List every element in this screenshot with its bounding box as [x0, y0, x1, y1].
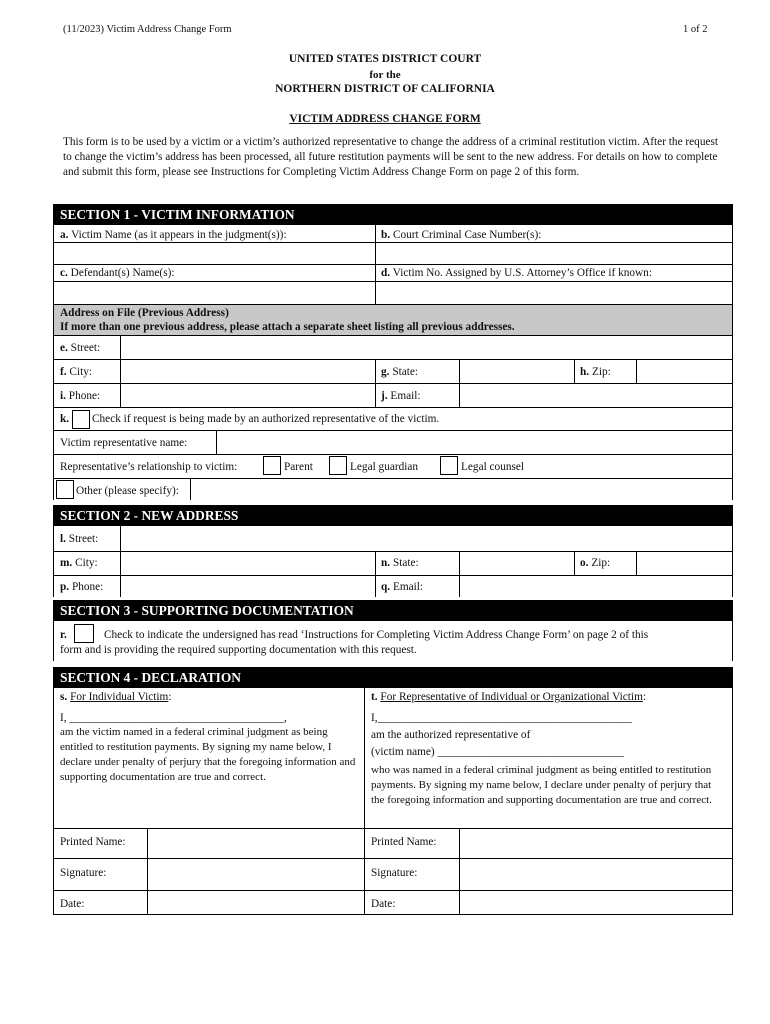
individual-declaration-text: am the victim named in a federal criminal judgment as being entitled to restitution payments. By signing my name below, I declare under penalty of perjury that the foregoing information and supporting documentation are true and correct.	[60, 726, 356, 783]
prev-email-input[interactable]	[460, 384, 732, 407]
label-letter: q.	[381, 581, 391, 593]
prev-zip-label: Zip:	[591, 366, 611, 378]
prev-city-label: City:	[69, 366, 93, 378]
rep-printed-name-label: Printed Name:	[371, 836, 437, 848]
individual-victim-label: For Individual Victim	[70, 691, 169, 703]
divider	[364, 688, 365, 914]
section3-header: SECTION 3 - SUPPORTING DOCUMENTATION	[53, 600, 733, 621]
label-letter: a.	[60, 229, 69, 241]
label-colon: :	[642, 691, 646, 703]
prev-street-label: Street:	[70, 342, 101, 354]
legal-counsel-checkbox[interactable]	[440, 456, 458, 475]
section2-header: SECTION 2 - NEW ADDRESS	[53, 505, 733, 526]
rep-date-input[interactable]	[460, 891, 732, 914]
representative-text1: am the authorized representative of	[371, 729, 531, 741]
label-letter: d.	[381, 267, 391, 279]
label-letter: o.	[580, 557, 589, 569]
authorized-rep-checkbox[interactable]	[72, 410, 90, 429]
other-label: Other (please specify):	[76, 485, 179, 497]
prev-phone-input[interactable]	[121, 384, 375, 407]
individual-name-line[interactable]: I, ______________________________________,	[60, 712, 287, 724]
new-zip-input[interactable]	[637, 552, 732, 575]
prev-email-label: Email:	[390, 390, 421, 402]
frame-left	[53, 600, 54, 661]
rep-printed-name-input[interactable]	[460, 829, 732, 858]
rep-signature-input[interactable]	[460, 859, 732, 890]
parent-checkbox[interactable]	[263, 456, 281, 475]
form-title: VICTIM ADDRESS CHANGE FORM	[289, 113, 481, 125]
new-phone-label: Phone:	[71, 581, 104, 593]
court-for: for the	[369, 69, 401, 81]
prev-state-input[interactable]	[460, 360, 574, 383]
new-street-label: Street:	[68, 533, 99, 545]
rule	[53, 264, 733, 265]
label-letter: c.	[60, 267, 68, 279]
new-email-input[interactable]	[460, 576, 732, 597]
individual-printed-name-label: Printed Name:	[60, 836, 126, 848]
defendant-name-input[interactable]	[54, 282, 375, 304]
frame-right	[732, 204, 733, 500]
intro-paragraph: This form is to be used by a victim or a victim’s authorized representative to change the address of a criminal restitution victim. After the request to change the victim’s address has been processed, all future restitution payments will be sent to the new address. For details on how to complete and submit this form, please see Instructions for Completing Victim Address Change Form on page 2 of this form.	[63, 136, 719, 178]
label-letter: j.	[381, 390, 388, 402]
divider	[375, 359, 376, 407]
individual-date-label: Date:	[60, 898, 85, 910]
legal-guardian-checkbox[interactable]	[329, 456, 347, 475]
frame-right	[732, 667, 733, 914]
page-number: 1 of 2	[683, 24, 708, 35]
new-city-input[interactable]	[121, 552, 375, 575]
label-letter: t.	[371, 691, 378, 703]
rep-name-label: Victim representative name:	[60, 437, 188, 449]
other-specify-input[interactable]	[191, 479, 732, 500]
rule	[53, 454, 733, 455]
form-id: (11/2023) Victim Address Change Form	[63, 24, 232, 35]
previous-address-note: If more than one previous address, please attach a separate sheet listing all previous addresses.	[60, 321, 515, 333]
label-letter: l.	[60, 533, 66, 545]
label-letter: i.	[60, 390, 66, 402]
defendant-name-label: Defendant(s) Name(s):	[70, 267, 175, 279]
legal-counsel-label: Legal counsel	[461, 461, 525, 473]
frame-right	[732, 600, 733, 661]
other-checkbox[interactable]	[56, 480, 74, 499]
new-state-label: State:	[392, 557, 419, 569]
victim-name-input[interactable]	[54, 243, 375, 264]
rule	[53, 304, 733, 305]
new-state-input[interactable]	[460, 552, 574, 575]
district-name: NORTHERN DISTRICT OF CALIFORNIA	[275, 83, 495, 95]
new-email-label: Email:	[392, 581, 424, 593]
rule	[53, 914, 733, 915]
prev-phone-label: Phone:	[68, 390, 101, 402]
divider	[574, 359, 575, 383]
victim-number-input[interactable]	[376, 282, 732, 304]
individual-signature-label: Signature:	[60, 867, 107, 879]
representative-label: For Representative of Individual or Organizational Victim	[380, 691, 643, 703]
parent-label: Parent	[284, 461, 313, 473]
rep-name-input[interactable]	[217, 431, 732, 454]
divider	[375, 551, 376, 597]
label-letter: k.	[60, 413, 70, 425]
label-letter: e.	[60, 342, 68, 354]
case-number-label: Court Criminal Case Number(s):	[392, 229, 542, 241]
divider	[574, 551, 575, 575]
legal-guardian-label: Legal guardian	[350, 461, 419, 473]
court-name: UNITED STATES DISTRICT COURT	[288, 53, 482, 65]
label-letter: g.	[381, 366, 390, 378]
prev-street-input[interactable]	[121, 336, 732, 359]
label-letter: b.	[381, 229, 391, 241]
individual-printed-name-input[interactable]	[148, 829, 364, 858]
new-zip-label: Zip:	[591, 557, 611, 569]
authorized-rep-label: Check if request is being made by an authorized representative of the victim.	[92, 413, 440, 425]
representative-name-line[interactable]: I,_____________________________________________	[371, 712, 632, 724]
label-letter: p.	[60, 581, 70, 593]
rule	[53, 407, 733, 408]
new-city-label: City:	[75, 557, 98, 569]
label-letter: m.	[60, 557, 73, 569]
rep-signature-label: Signature:	[371, 867, 418, 879]
case-number-input[interactable]	[376, 243, 732, 264]
prev-city-input[interactable]	[121, 360, 375, 383]
rep-relationship-label: Representative’s relationship to victim:	[60, 461, 238, 473]
rep-date-label: Date:	[371, 898, 396, 910]
instructions-read-checkbox[interactable]	[74, 624, 94, 643]
new-street-input[interactable]	[121, 527, 732, 551]
new-phone-input[interactable]	[121, 576, 375, 597]
representative-declaration-text: who was named in a federal criminal judgment as being entitled to restitution payments. By signing my name below, I declare under penalty of perjury that the foregoing information and supporting documentation are true and correct.	[371, 764, 712, 806]
instructions-line2: form and is providing the required supporting documentation with this request.	[60, 644, 417, 656]
section1-header: SECTION 1 - VICTIM INFORMATION	[53, 204, 733, 225]
label-letter: h.	[580, 366, 590, 378]
individual-date-input[interactable]	[148, 891, 364, 914]
victim-name-label: Victim Name (as it appears in the judgment(s)):	[71, 229, 287, 241]
representative-victim-name-line[interactable]: (victim name) _________________________________	[371, 746, 624, 758]
label-letter: n.	[381, 557, 391, 569]
label-letter: f.	[60, 366, 67, 378]
prev-state-label: State:	[392, 366, 419, 378]
individual-signature-input[interactable]	[148, 859, 364, 890]
label-colon: :	[168, 691, 172, 703]
section4-header: SECTION 4 - DECLARATION	[53, 667, 733, 688]
label-letter: s.	[60, 691, 68, 703]
instructions-line1: Check to indicate the undersigned has read ‘Instructions for Completing Victim Address Change Form’ on page 2 of this	[104, 629, 649, 641]
frame-left	[53, 667, 54, 914]
label-letter: r.	[60, 629, 67, 641]
previous-address-heading: Address on File (Previous Address)	[60, 307, 229, 319]
prev-zip-input[interactable]	[637, 360, 732, 383]
victim-number-label: Victim No. Assigned by U.S. Attorney’s Office if known:	[392, 267, 652, 279]
